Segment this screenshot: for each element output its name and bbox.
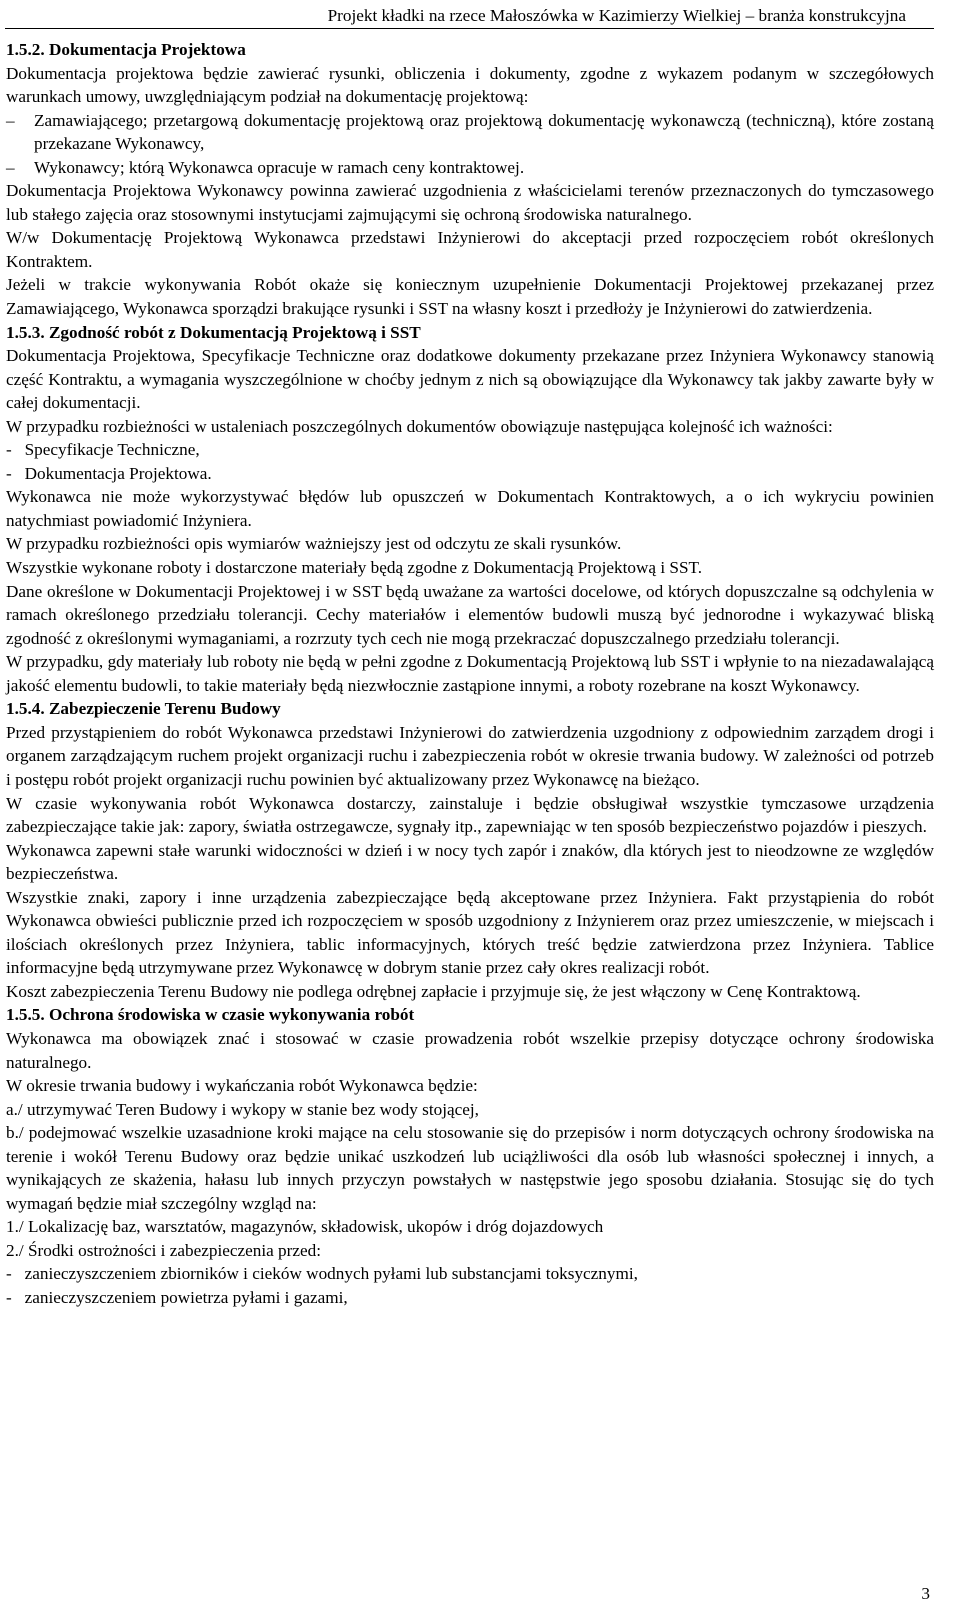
paragraph: Wykonawca nie może wykorzystywać błędów lub opuszczeń w Dokumentach Kontraktowych, a o ich wykryciu powinien natychmiast powiadomić Inżyniera. [6, 487, 934, 530]
paragraph: W czasie wykonywania robót Wykonawca dostarczy, zainstaluje i będzie obsługiwał wszystkie tymczasowe urządzenia zabezpieczające takie jak: zapory, światła ostrzegawcze, sygnały itp., zapewniając w ten sposób bezpieczeństwo pojazdów i pieszych. [6, 793, 934, 837]
paragraph: W przypadku rozbieżności w ustaleniach poszczególnych dokumentów obowiązuje następująca kolejność ich ważności: [6, 416, 833, 436]
paragraph: Wszystkie wykonane roboty i dostarczone materiały będą zgodne z Dokumentacją Projektową i SST. [6, 558, 703, 578]
paragraph: b./ podejmować wszelkie uzasadnione kroki mające na celu stosowanie się do przepisów i norm dotyczących ochrony środowiska na terenie i wokół Terenu Budowy oraz będzie unikać uszkodzeń lub uciążliwości dla osób lub własności społecznej i innych, a wynikających ze skażenia, hałasu lub innych przyczyn powstałych w następstwie jego sposobu działania. Stosując się do tych wymagań będzie miał szczególny wzgląd na: [6, 1123, 934, 1213]
paragraph: Wykonawca ma obowiązek znać i stosować w czasie prowadzenia robót wszelkie przepisy dotyczące ochrony środowiska naturalnego. [6, 1028, 934, 1072]
paragraph: W przypadku, gdy materiały lub roboty nie będą w pełni zgodne z Dokumentacją Projektową lub SST i wpłynie to na niezadawalającą jakość elementu budowli, to takie materiały będą niezwłocznie zastąpione innymi, a roboty rozebrane na koszt Wykonawcy. [6, 652, 934, 695]
paragraph: Koszt zabezpieczenia Terenu Budowy nie podlega odrębnej zapłacie i przyjmuje się, że jest włączony w Cenę Kontraktową. [6, 981, 861, 1001]
dash-item-text: Wykonawcy; którą Wykonawca opracuje w ramach ceny kontraktowej. [34, 157, 525, 177]
section-heading: 1.5.3. Zgodność robót z Dokumentacją Projektową i SST [6, 322, 421, 342]
paragraph: Dokumentacja projektowa będzie zawierać rysunki, obliczenia i dokumenty, zgodne z wykazem podanym w szczegółowych warunkach umowy, uwzględniającym podział na dokumentację projektową: [6, 63, 934, 107]
paragraph: Przed przystąpieniem do robót Wykonawca przedstawi Inżynierowi do zatwierdzenia uzgodniony z odpowiednim zarządem drogi i organem zarządzającym ruchem projekt organizacji ruchu i zabezpieczenia robót w okresie trwania budowy. W zależności od potrzeb i postępu robót projekt organizacji ruchu powinien być aktualizowany przez Wykonawcę na bieżąco. [6, 722, 934, 789]
hyphen-list-item: - zanieczyszczeniem powietrza pyłami i gazami, [6, 1287, 348, 1307]
dash-marker: – [6, 157, 15, 177]
paragraph: Dane określone w Dokumentacji Projektowej i w SST będą uważane za wartości docelowe, od których dopuszczalne są odchylenia w ramach określonego przedziału tolerancji. Cechy materiałów i elementów budowli muszą być jednorodne i wykazywać bliską zgodność z określonymi wymaganiami, a rozrzuty tych cech nie mogą przekraczać dopuszczalnego przedziału tolerancji. [6, 581, 934, 648]
paragraph: Jeżeli w trakcie wykonywania Robót okaże się koniecznym uzupełnienie Dokumentacji Projektowej przekazanej przez Zamawiającego, Wykonawca sporządzi brakujące rysunki i SST na własny koszt i przedłoży je Inżynierowi do zatwierdzenia. [6, 275, 934, 319]
paragraph: Wszystkie znaki, zapory i inne urządzenia zabezpieczające będą akceptowane przez Inżyniera. Fakt przystąpienia do robót Wykonawca obwieści publicznie przed ich rozpoczęciem w sposób uzgodniony z Inżynierem oraz przez umieszczenie, w miejscach i ilościach określonych przez Inżyniera, tablic informacyjnych, których treść będzie zatwierdzona przez Inżyniera. Tablice informacyjne będą utrzymywane przez Wykonawcę w dobrym stanie przez cały okres realizacji robót. [6, 887, 934, 978]
paragraph: Dokumentacja Projektowa, Specyfikacje Techniczne oraz dodatkowe dokumenty przekazane przez Inżyniera Wykonawcy stanowią część Kontraktu, a wymagania wyszczególnione w choćby jednym z nich są obowiązujące dla Wykonawcy tak jakby zawarte były w całej dokumentacji. [6, 346, 934, 413]
section-heading: 1.5.4. Zabezpieczenie Terenu Budowy [6, 699, 281, 719]
paragraph: 1./ Lokalizację baz, warsztatów, magazynów, składowisk, ukopów i dróg dojazdowych [6, 1217, 604, 1237]
page-header: Projekt kładki na rzece Małoszówka w Kazimierzy Wielkiej – branża konstrukcyjna [327, 6, 906, 25]
dash-list-item [6, 156, 934, 180]
paragraph: W okresie trwania budowy i wykańczania robót Wykonawca będzie: [6, 1076, 478, 1096]
paragraph: Dokumentacja Projektowa Wykonawcy powinna zawierać uzgodnienia z właścicielami terenów przeznaczonych do tymczasowego lub stałego zajęcia oraz stosownymi instytucjami zajmującymi się ochroną środowiska naturalnego. [6, 181, 934, 224]
hyphen-list-item: - Dokumentacja Projektowa. [6, 463, 212, 483]
paragraph: W przypadku rozbieżności opis wymiarów ważniejszy jest od odczytu ze skali rysunków. [6, 534, 622, 554]
header-rule [5, 28, 934, 29]
paragraph: W/w Dokumentację Projektową Wykonawca przedstawi Inżynierowi do akceptacji przed rozpoczęciem robót określonych Kontraktem. [6, 228, 934, 271]
page-number: 3 [921, 1584, 930, 1603]
document-body [6, 38, 934, 1310]
paragraph: Wykonawca zapewni stałe warunki widoczności w dzień i w nocy tych zapór i znaków, dla których jest to nieodzowne ze względów bezpieczeństwa. [6, 840, 934, 884]
section-heading: 1.5.2. Dokumentacja Projektowa [6, 40, 246, 59]
section-heading: 1.5.5. Ochrona środowiska w czasie wykonywania robót [6, 1005, 415, 1025]
dash-list-item [6, 109, 934, 156]
paragraph: a./ utrzymywać Teren Budowy i wykopy w stanie bez wody stojącej, [6, 1099, 479, 1119]
hyphen-list-item: - zanieczyszczeniem zbiorników i cieków wodnych pyłami lub substancjami toksycznymi, [6, 1264, 638, 1284]
dash-marker: – [6, 110, 15, 130]
dash-item-text: Zamawiającego; przetargową dokumentację projektową oraz projektową dokumentację wykonawczą (techniczną), które zostaną przekazane Wykonawcy, [34, 110, 934, 154]
hyphen-list-item: - Specyfikacje Techniczne, [6, 440, 200, 460]
paragraph: 2./ Środki ostrożności i zabezpieczenia przed: [6, 1240, 321, 1260]
